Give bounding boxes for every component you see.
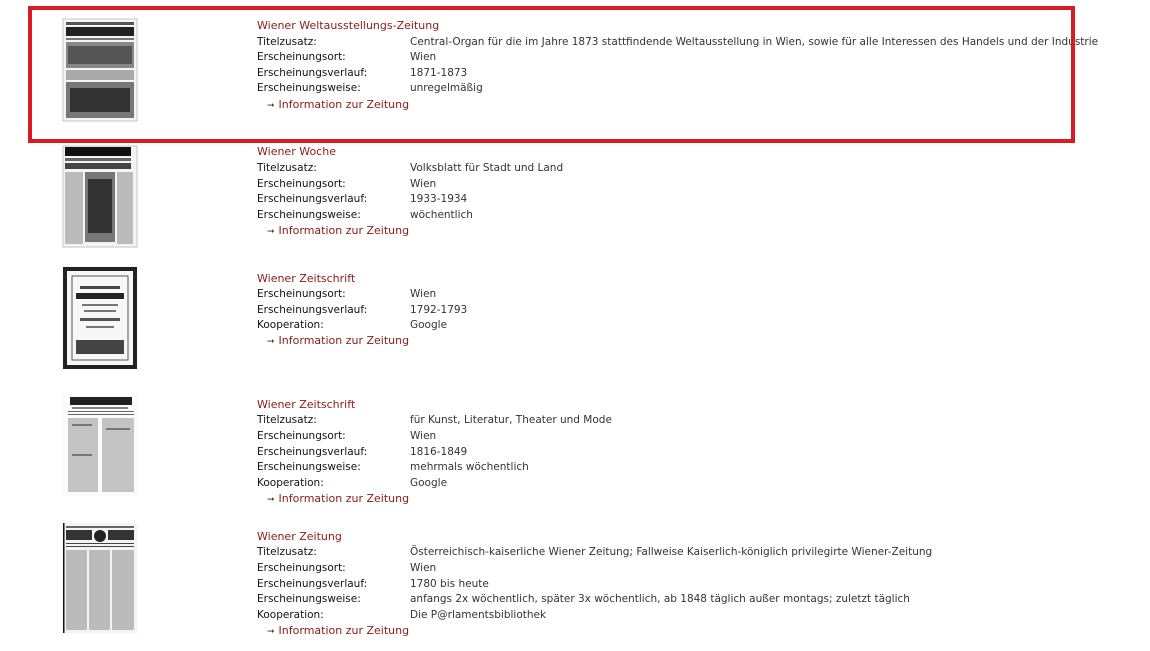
row-value: mehrmals wöchentlich: [410, 461, 529, 473]
row-label: Erscheinungsort:: [257, 51, 346, 63]
row-label: Erscheinungsort:: [257, 562, 346, 574]
row-value: Wien: [410, 51, 437, 63]
selection-highlight: [28, 6, 1075, 143]
entry-title-link[interactable]: Wiener Weltausstellungs-Zeitung: [257, 19, 440, 32]
row-value: 1933-1934: [410, 193, 468, 205]
row-label: Titelzusatz:: [257, 414, 317, 426]
row-value: Wien: [410, 288, 437, 300]
info-link[interactable]: [267, 492, 409, 507]
row-value: 1780 bis heute: [410, 578, 489, 590]
entry-title-link[interactable]: Wiener Woche: [257, 145, 336, 158]
row-label: Kooperation:: [257, 477, 324, 489]
arrow-right-icon: ➞: [267, 627, 275, 637]
newspaper-thumbnail-icon[interactable]: [62, 394, 138, 496]
row-label: Erscheinungsweise:: [257, 461, 361, 473]
row-label: Erscheinungsort:: [257, 178, 346, 190]
newspaper-thumbnail-icon[interactable]: [62, 266, 138, 370]
row-label: Erscheinungsort:: [257, 288, 346, 300]
row-value: 1871-1873: [410, 67, 468, 79]
row-value: für Kunst, Literatur, Theater und Mode: [410, 414, 612, 426]
arrow-right-icon: ➞: [267, 101, 275, 111]
row-label: Erscheinungsweise:: [257, 209, 361, 221]
info-link[interactable]: [267, 224, 409, 239]
row-value: wöchentlich: [410, 209, 473, 221]
newspaper-thumbnail-icon[interactable]: [62, 18, 138, 122]
row-label: Titelzusatz:: [257, 162, 317, 174]
row-value: Google: [410, 319, 448, 331]
info-link[interactable]: [267, 624, 409, 639]
row-label: Erscheinungsverlauf:: [257, 304, 368, 316]
info-link-label: Information zur Zeitung: [278, 334, 410, 347]
info-link-label: Information zur Zeitung: [278, 624, 410, 637]
arrow-right-icon: ➞: [267, 227, 275, 237]
row-label: Titelzusatz:: [257, 546, 317, 558]
row-value: 1816-1849: [410, 446, 468, 458]
row-label: Erscheinungsverlauf:: [257, 578, 368, 590]
row-value: 1792-1793: [410, 304, 468, 316]
info-link[interactable]: [267, 98, 409, 113]
row-label: Kooperation:: [257, 319, 324, 331]
row-value: Wien: [410, 178, 437, 190]
newspaper-thumbnail-icon[interactable]: [62, 145, 138, 248]
entry-title-link[interactable]: Wiener Zeitschrift: [257, 398, 356, 411]
row-label: Erscheinungsverlauf:: [257, 446, 368, 458]
row-label: Erscheinungsort:: [257, 430, 346, 442]
info-link-label: Information zur Zeitung: [278, 224, 410, 237]
info-link-label: Information zur Zeitung: [278, 492, 410, 505]
row-label: Erscheinungsweise:: [257, 593, 361, 605]
entry-title-link[interactable]: Wiener Zeitschrift: [257, 272, 356, 285]
newspaper-thumbnail-icon[interactable]: [62, 522, 138, 634]
row-value: Google: [410, 477, 448, 489]
info-link-label: Information zur Zeitung: [278, 98, 410, 111]
arrow-right-icon: ➞: [267, 495, 275, 505]
row-label: Kooperation:: [257, 609, 324, 621]
row-value: Wien: [410, 562, 437, 574]
row-value: unregelmäßig: [410, 82, 483, 94]
row-label: Erscheinungsweise:: [257, 82, 361, 94]
entry-title-link[interactable]: Wiener Zeitung: [257, 530, 342, 543]
row-value: Österreichisch-kaiserliche Wiener Zeitung; Fallweise Kaiserlich-königlich privilegirte Wiener-Zeitung: [410, 546, 933, 558]
row-value: Wien: [410, 430, 437, 442]
row-label: Erscheinungsverlauf:: [257, 67, 368, 79]
row-label: Titelzusatz:: [257, 36, 317, 48]
row-value: anfangs 2x wöchentlich, später 3x wöchentlich, ab 1848 täglich außer montags; zuletzt täglich: [410, 593, 910, 605]
info-link[interactable]: [267, 334, 409, 349]
row-value: Die P@rlamentsbibliothek: [410, 609, 547, 621]
row-label: Erscheinungsverlauf:: [257, 193, 368, 205]
row-value: Volksblatt für Stadt und Land: [410, 162, 564, 174]
arrow-right-icon: ➞: [267, 337, 275, 347]
row-value: Central-Organ für die im Jahre 1873 stattfindende Weltausstellung in Wien, sowie für alle Interessen des Handels und der Industrie: [410, 36, 1099, 48]
